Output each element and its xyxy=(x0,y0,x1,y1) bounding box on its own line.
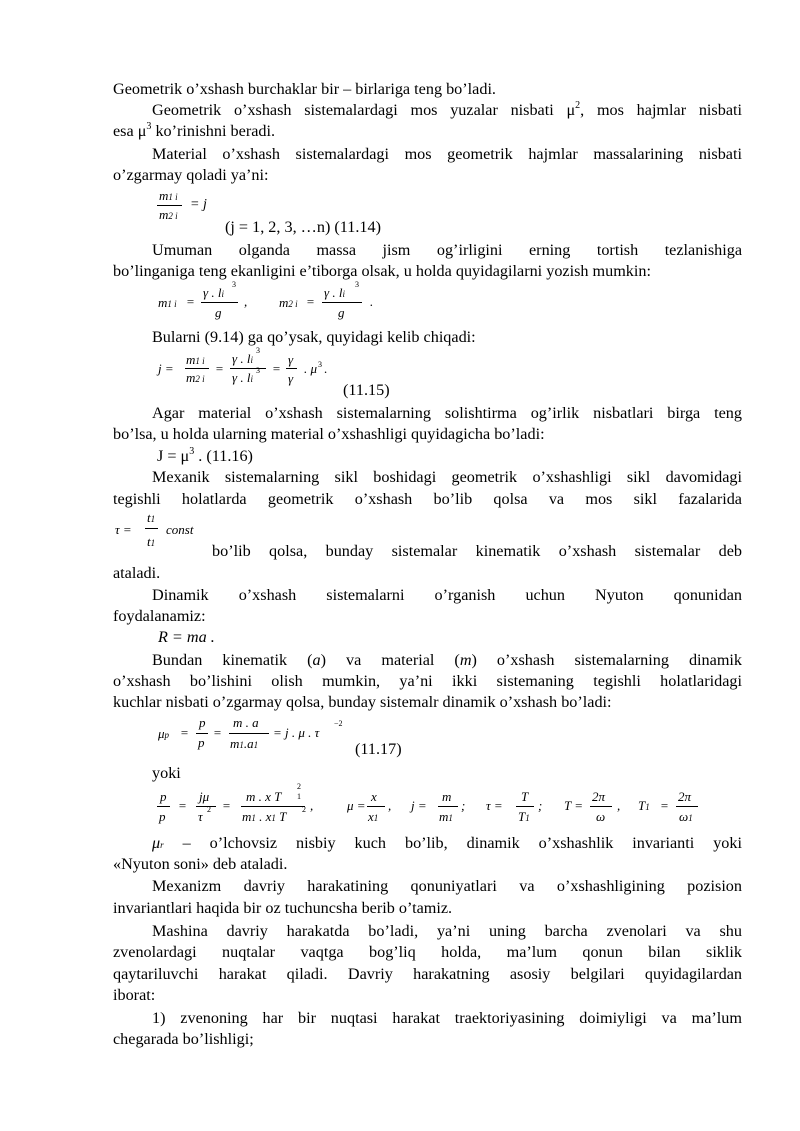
text-line: invariantlari haqida bir oz tuchuncsha berib o’tamiz. xyxy=(113,899,453,917)
text-line: Material o’xshash sistemalardagi mos geometrik hajmlar massalarining nisbati xyxy=(152,145,742,163)
text-line: Bularni (9.14) ga qo’ysak, quyidagi kelib chiqadi: xyxy=(152,328,476,346)
newton-law: R = ma . xyxy=(158,628,215,646)
text-line: «Nyuton soni» deb ataladi. xyxy=(113,855,288,873)
text-line: Mexanizm davriy harakatining qonuniyatlari va o’xshashligining pozision xyxy=(152,877,742,895)
text-line: bo’lsa, u holda ularning material o’xshashligi quyidagicha bo’ladi: xyxy=(113,425,545,443)
text-line: Geometrik o’xshash burchaklar bir – birlariga teng bo’ladi. xyxy=(113,80,496,98)
text-line: Mashina davriy harakatda bo’ladi, ya’ni uning barcha zvenolari va shu xyxy=(152,922,742,940)
text-line: Geometrik o’xshash sistemalardagi mos yuzalar nisbati $\mu^2$, mos hajmlar nisbati xyxy=(152,100,742,119)
text-line: Umuman olganda massa jism og’irligini erning tortish tezlanishiga xyxy=(152,241,742,259)
text-line: iborat: xyxy=(113,986,156,1004)
text-line: o’xshash bo’lishini olish mumkin, ya’ni ikki sistemaning tegishli holatlaridagi xyxy=(113,672,742,690)
equation-number: (11.15) xyxy=(343,381,390,399)
text-line: tegishli holatlarda geometrik o’xshash bo’lib qolsa va mos sikl fazalarida xyxy=(113,490,742,508)
text-line: Bundan kinematik (a) va material (m) o’xshash sistemalarning dinamik xyxy=(152,651,742,669)
text-line: esa $\mu^3$ ko’rinishni beradi. xyxy=(113,121,276,140)
text-line: yoki xyxy=(152,764,181,782)
text-line: bo’linganiga teng ekanligini e’tiborga olsak, u holda quyidagilarni yozish mumkin: xyxy=(113,262,651,280)
text-line: ataladi. xyxy=(113,564,161,582)
text-line: Dinamik o’xshash sistemalarni o’rganish uchun Nyuton qonunidan xyxy=(152,586,742,604)
equation-number: (j = 1, 2, 3, …n) (11.14) xyxy=(225,218,381,236)
document-page: Geometrik o’xshash burchaklar bir – birlariga teng bo’ladi. Geometrik o’xshash sistemalardagi mos yuzalar nisbati $\mu^2$, mos hajmlar nisbati esa $\mu^3$ ko’rinishni beradi. Material o’xshash sistemalardagi mos geometrik hajmlar massalarining nisbati o’zgarmay qoladi ya’ni: m1 i m2 i = j (j = 1, 2, 3, …n) (11.14) Umuman olganda massa jism og’irligini erning tortish tezlanishiga bo’linganiga teng ekanligini e’tiborga olsak, u holda quyidagilarni yozish mumkin: m1 i = γ . li 3 g , m2 i = γ . li 3 g . Bularni (9.14) ga qo’ysak, quyidagi kelib chiqadi: j = m1 i m2 i = γ . li 3 γ . li 3 = γ γ . $\mu^3$ . (11.15) Agar material o’xshash sistemalarning solishtirma og’irlik nisbatlari birga teng bo’lsa, u holda ularning material o’xshashligi quyidagicha bo’ladi: $J = \mu^3$ . (11.16) Mexanik sistemalarning sikl boshidagi geometrik o’xshashligi sikl davomidagi tegishli holatlarda geometrik o’xshash bo’lib qolsa va mos sikl fazalarida τ = t1 t1 const bo’lib qolsa, bunday sistemalar kinematik o’xshash sistemalar deb ataladi. Dinamik o’xshash sistemalarni o’rganish uchun Nyuton qonunidan foydalanamiz: R = ma . Bundan kinematik (a) va material (m) o’xshash sistemalarning dinamik o’xshash bo’lishini olish mumkin, ya’ni ikki sistemaning tegishli holatlaridagi kuchlar nisbati o’zgarmay qolsa, bunday sistemalr dinamik o’xshash bo’ladi: μp = p p = m . a m1.a1 = j . μ . τ −2 (11.17) yoki p p = jμ τ 2 = m . x T 2 1 m1 . x1 T 2 , μ = x x1 , j = m m1 ; τ = T T1 ; T = 2π ω , T1 = 2π ω1 μr – o’lchovsiz nisbiy kuch bo’lib, dinamik o’xshashlik invarianti yoki «Nyuton soni» deb ataladi. Mexanizm davriy harakatining qonuniyatlari va o’xshashligining pozision invariantlari haqida bir oz tuchuncsha berib o’tamiz. Mashina davriy harakatda bo’ladi, ya’ni uning barcha zvenolari va shu zvenolardagi nuqtalar vaqtga bog’liq holda, ma’lum qonun bilan siklik qaytariluvchi harakat qiladi. Davriy harakatning asosiy belgilari quyidagilardan iborat: 1) zvenoning har bir nuqtasi harakat traektoriyasining doimiyligi va ma’lum chegarada bo’lishligi; xyxy=(113,80,742,1048)
text-line: qaytariluvchi harakat qiladi. Davriy harakatning asosiy belgilari quyidagilardan xyxy=(113,965,742,983)
text-line: Mexanik sistemalarning sikl boshidagi geometrik o’xshashligi sikl davomidagi xyxy=(152,468,742,486)
text-line: o’zgarmay qoladi ya’ni: xyxy=(113,166,269,184)
text-line: chegarada bo’lishligi; xyxy=(113,1030,254,1048)
text-line: $J = \mu^3$ . (11.16) xyxy=(157,446,253,465)
text-line: bo’lib qolsa, bunday sistemalar kinematik o’xshash sistemalar deb xyxy=(212,542,742,560)
text-line: foydalanamiz: xyxy=(113,607,206,625)
text-line: μr – o’lchovsiz nisbiy kuch bo’lib, dinamik o’xshashlik invarianti yoki xyxy=(152,834,742,852)
equation-number: (11.17) xyxy=(355,740,402,758)
text-line: Agar material o’xshash sistemalarning solishtirma og’irlik nisbatlari birga teng xyxy=(152,404,742,422)
text-line: zvenolardagi nuqtalar vaqtga bog’liq holda, ma’lum qonun bilan siklik xyxy=(113,943,742,961)
text-line: 1) zvenoning har bir nuqtasi harakat traektoriyasining doimiyligi va ma’lum xyxy=(152,1009,742,1027)
text-line: kuchlar nisbati o’zgarmay qolsa, bunday sistemalr dinamik o’xshash bo’ladi: xyxy=(113,693,612,711)
